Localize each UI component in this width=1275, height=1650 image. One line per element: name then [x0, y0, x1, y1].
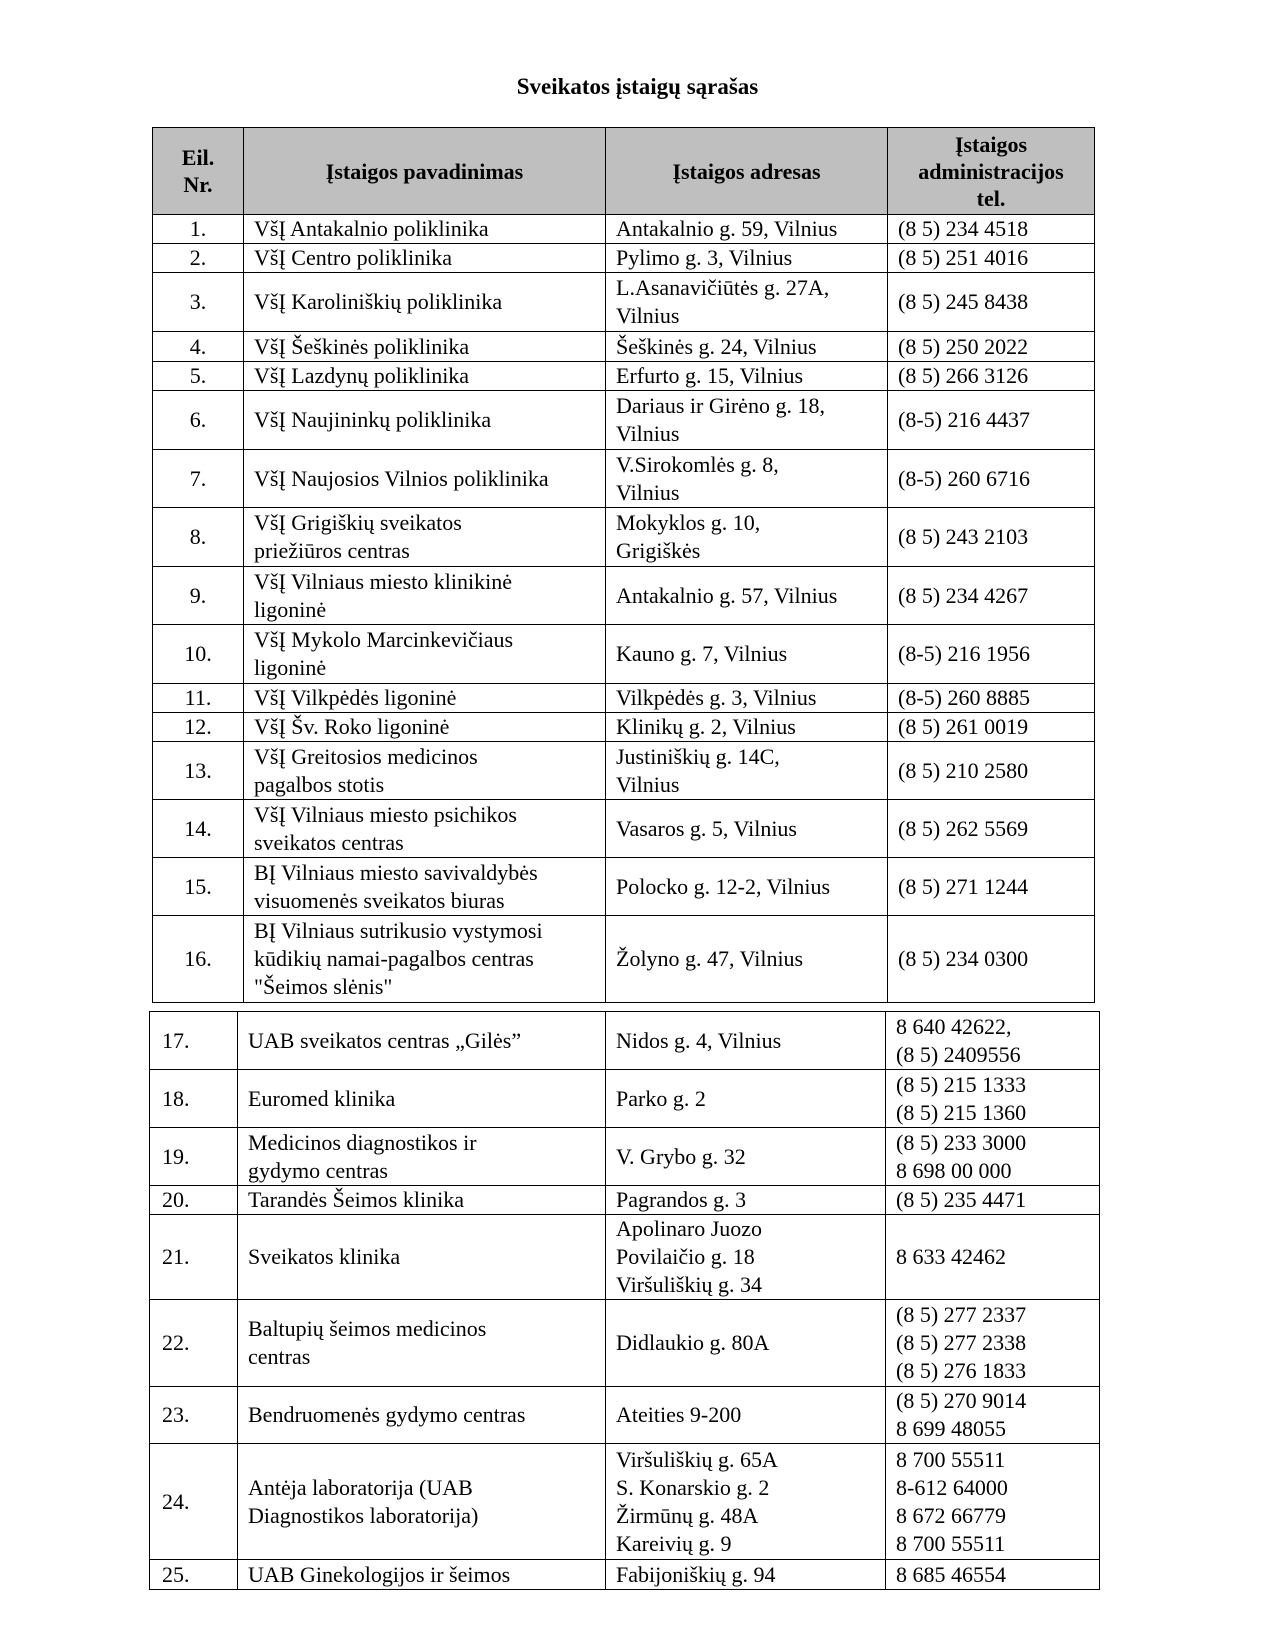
row-number: 5. — [153, 362, 244, 391]
institution-phone — [888, 858, 1095, 916]
institution-phone — [888, 567, 1095, 625]
institution-address — [606, 742, 888, 800]
header-name: Įstaigos pavadinimas — [244, 128, 606, 215]
institution-phone — [888, 244, 1095, 273]
institution-name — [244, 684, 606, 713]
institution-name-line: VšĮ Centro poliklinika — [254, 245, 452, 270]
institution-address-line: Justiniškių g. 14C, — [616, 743, 780, 769]
institution-name-line: VšĮ Mykolo Marcinkevičiaus — [254, 627, 514, 652]
row-number: 14. — [153, 800, 244, 858]
institution-address — [606, 713, 888, 742]
institution-name-line: VšĮ Karoliniškių poliklinika — [254, 289, 503, 314]
page-title: Sveikatos įstaigų sąrašas — [516, 74, 759, 99]
table-row — [153, 215, 1095, 244]
institution-name-line: gydymo centras — [248, 1157, 388, 1183]
table-row — [153, 567, 1095, 625]
institution-address-line: Vilnius — [616, 479, 680, 505]
institution-phone-line: (8-5) 260 6716 — [898, 465, 1030, 491]
institution-address-line: Kauno g. 7, Vilnius — [616, 641, 788, 666]
institution-name — [244, 391, 606, 450]
institution-name — [244, 508, 606, 567]
institution-address-line: Žolyno g. 47, Vilnius — [616, 946, 804, 971]
institution-name — [238, 1012, 606, 1070]
institution-address-line: Nidos g. 4, Vilnius — [616, 1027, 782, 1053]
institution-phone-line: (8 5) 215 1333 — [896, 1071, 1027, 1097]
institution-name-line: "Šeimos slėnis" — [254, 974, 393, 999]
institution-address — [606, 684, 888, 713]
institution-address-line: Dariaus ir Girėno g. 18, — [616, 393, 825, 418]
institution-address — [606, 625, 888, 684]
institution-phone-line: 8 672 66779 — [896, 1502, 1006, 1528]
institution-name-line: VšĮ Lazdynų poliklinika — [254, 363, 470, 388]
row-number: 20. — [150, 1186, 238, 1215]
institution-name-line: ligoninė — [254, 596, 327, 622]
table-row — [153, 391, 1095, 450]
institution-address-line: Viršuliškių g. 34 — [616, 1272, 762, 1297]
institution-name-line: UAB sveikatos centras „Gilės” — [248, 1027, 522, 1053]
institution-address-line: Erfurto g. 15, Vilnius — [616, 363, 804, 388]
institution-address — [606, 450, 888, 508]
institution-name-line: UAB Ginekologijos ir šeimos — [248, 1561, 511, 1587]
institution-name — [244, 713, 606, 742]
row-number: 13. — [153, 742, 244, 800]
institution-address-line: Ateities 9-200 — [616, 1402, 742, 1427]
institution-phone-line: (8 5) 243 2103 — [898, 524, 1029, 549]
institution-phone — [886, 1186, 1100, 1215]
row-number: 25. — [150, 1560, 238, 1590]
institution-address — [606, 1128, 886, 1186]
institution-phone-line: (8 5) 2409556 — [896, 1041, 1021, 1067]
row-number: 19. — [150, 1128, 238, 1186]
table-row — [150, 1444, 1100, 1560]
institution-phone-line: (8-5) 260 8885 — [898, 685, 1030, 710]
institution-phone — [886, 1128, 1100, 1186]
institution-address-line: Vilnius — [616, 421, 680, 446]
institution-phone-line: (8 5) 234 0300 — [898, 946, 1029, 971]
institution-address — [606, 215, 888, 244]
institution-name — [244, 273, 606, 332]
institution-phone-line: (8 5) 250 2022 — [898, 333, 1029, 359]
row-number: 16. — [153, 916, 244, 1003]
institution-phone — [886, 1215, 1100, 1300]
row-number: 11. — [153, 684, 244, 713]
institution-name-line: VšĮ Naujininkų poliklinika — [254, 407, 492, 432]
table-row — [153, 332, 1095, 362]
table-row — [153, 508, 1095, 567]
institution-phone — [888, 450, 1095, 508]
institution-phone-line: 8-612 64000 — [896, 1474, 1008, 1500]
institution-phone — [886, 1444, 1100, 1560]
institution-phone-line: 8 698 00 000 — [896, 1157, 1012, 1183]
institution-phone-line: (8 5) 270 9014 — [896, 1388, 1027, 1413]
institution-name-line: VšĮ Vilniaus miesto klinikinė — [254, 568, 512, 594]
institution-phone-line: (8 5) 234 4267 — [898, 582, 1029, 608]
institutions-table-part-1 — [152, 127, 1095, 1003]
institution-phone-line: 8 685 46554 — [896, 1561, 1006, 1587]
row-number: 23. — [150, 1387, 238, 1444]
institution-phone — [888, 332, 1095, 362]
institution-address — [606, 332, 888, 362]
row-number: 22. — [150, 1300, 238, 1387]
table-row — [150, 1560, 1100, 1590]
institution-address-line: Polocko g. 12-2, Vilnius — [616, 873, 831, 899]
row-number: 9. — [153, 567, 244, 625]
institution-address-line: Kareivių g. 9 — [616, 1530, 732, 1556]
institution-phone-line: 8 700 55511 — [896, 1530, 1006, 1556]
institution-phone — [888, 684, 1095, 713]
institution-address-line: Apolinaro Juozo — [616, 1216, 763, 1241]
institution-phone — [886, 1070, 1100, 1128]
table-row — [150, 1186, 1100, 1215]
institution-name-line: Tarandės Šeimos klinika — [248, 1187, 464, 1212]
institution-name-line: centras — [248, 1344, 311, 1369]
institution-name-line: VšĮ Grigiškių sveikatos — [254, 510, 462, 535]
institution-address-line: Klinikų g. 2, Vilnius — [616, 714, 796, 739]
institution-name-line: VšĮ Greitosios medicinos — [254, 743, 478, 769]
institution-address-line: Grigiškės — [616, 538, 701, 563]
institution-name-line: Sveikatos klinika — [248, 1244, 401, 1269]
row-number: 12. — [153, 713, 244, 742]
institution-name-line: ligoninė — [254, 655, 327, 680]
row-number: 1. — [153, 215, 244, 244]
institution-address-line: Vasaros g. 5, Vilnius — [616, 815, 797, 841]
institution-address-line: L.Asanavičiūtės g. 27A, — [616, 275, 830, 300]
institution-phone-line: (8 5) 234 4518 — [898, 216, 1029, 241]
institution-name-line: Euromed klinika — [248, 1085, 396, 1111]
table-row — [150, 1215, 1100, 1300]
header-address: Įstaigos adresas — [606, 128, 888, 215]
institution-phone — [888, 713, 1095, 742]
row-number: 24. — [150, 1444, 238, 1560]
institution-name-line: Diagnostikos laboratorija) — [248, 1502, 479, 1528]
institution-phone — [888, 273, 1095, 332]
institution-name — [244, 858, 606, 916]
institution-name-line: Medicinos diagnostikos ir — [248, 1129, 477, 1155]
institution-address — [606, 1300, 886, 1387]
institution-name — [244, 800, 606, 858]
institution-phone — [886, 1387, 1100, 1444]
table-row — [150, 1300, 1100, 1387]
table-row — [150, 1128, 1100, 1186]
institution-address — [606, 858, 888, 916]
institution-name — [238, 1444, 606, 1560]
institution-address — [606, 1186, 886, 1215]
table-row — [153, 450, 1095, 508]
institution-name-line: VšĮ Šv. Roko ligoninė — [254, 714, 450, 739]
institution-phone-line: (8 5) 210 2580 — [898, 757, 1029, 783]
institution-phone-line: 8 700 55511 — [896, 1446, 1006, 1472]
institution-name — [244, 742, 606, 800]
institution-phone-line: (8 5) 271 1244 — [898, 873, 1029, 899]
institution-name — [244, 244, 606, 273]
institution-phone-line: (8 5) 261 0019 — [898, 714, 1029, 739]
institution-address — [606, 916, 888, 1003]
institution-address — [606, 1560, 886, 1590]
institution-address — [606, 391, 888, 450]
institution-address-line: Žirmūnų g. 48A — [616, 1502, 759, 1528]
institution-name-line: Bendruomenės gydymo centras — [248, 1402, 526, 1427]
row-number: 4. — [153, 332, 244, 362]
institution-name-line: VšĮ Vilkpėdės ligoninė — [254, 685, 457, 710]
institution-name — [244, 362, 606, 391]
institution-phone — [888, 742, 1095, 800]
table-row — [153, 713, 1095, 742]
institution-address-line: S. Konarskio g. 2 — [616, 1474, 770, 1500]
institution-address-line: Didlaukio g. 80A — [616, 1330, 770, 1355]
header-number: Eil. Nr. — [153, 128, 244, 215]
table-row — [153, 273, 1095, 332]
row-number: 18. — [150, 1070, 238, 1128]
institution-address-line: Pylimo g. 3, Vilnius — [616, 245, 793, 270]
institution-address — [606, 1215, 886, 1300]
institution-phone-line: (8 5) 215 1360 — [896, 1099, 1027, 1125]
institution-phone-line: (8-5) 216 4437 — [898, 407, 1030, 432]
table-row — [150, 1070, 1100, 1128]
institution-address — [606, 567, 888, 625]
institution-phone-line: (8 5) 245 8438 — [898, 289, 1029, 314]
table-row — [153, 625, 1095, 684]
institution-name — [238, 1070, 606, 1128]
institution-name — [244, 332, 606, 362]
institution-phone — [886, 1560, 1100, 1590]
row-number: 10. — [153, 625, 244, 684]
institution-name-line: Antėja laboratorija (UAB — [248, 1474, 473, 1500]
table-row — [153, 916, 1095, 1003]
institution-address — [606, 1012, 886, 1070]
institution-phone-line: (8-5) 216 1956 — [898, 641, 1030, 666]
institution-phone-line: 8 640 42622, — [896, 1013, 1012, 1039]
table-row — [153, 362, 1095, 391]
institution-phone-line: 8 633 42462 — [896, 1244, 1006, 1269]
institution-phone — [888, 916, 1095, 1003]
institution-name — [244, 450, 606, 508]
row-number: 6. — [153, 391, 244, 450]
institution-phone-line: (8 5) 233 3000 — [896, 1129, 1027, 1155]
institution-name-line: sveikatos centras — [254, 829, 404, 855]
institution-phone — [888, 625, 1095, 684]
institution-address-line: Vilkpėdės g. 3, Vilnius — [616, 685, 817, 710]
institution-name-line: visuomenės sveikatos biuras — [254, 887, 505, 913]
institution-address-line: Pagrandos g. 3 — [616, 1187, 747, 1212]
row-number: 8. — [153, 508, 244, 567]
row-number: 3. — [153, 273, 244, 332]
institution-address — [606, 800, 888, 858]
table-row — [153, 858, 1095, 916]
institution-address-line: Antakalnio g. 59, Vilnius — [616, 216, 838, 241]
header-phone: Įstaigos administracijos tel. — [888, 128, 1095, 215]
row-number: 21. — [150, 1215, 238, 1300]
institution-name-line: kūdikių namai-pagalbos centras — [254, 946, 534, 971]
institution-name — [238, 1387, 606, 1444]
institution-name — [244, 567, 606, 625]
institution-address-line: Antakalnio g. 57, Vilnius — [616, 582, 838, 608]
institution-name — [238, 1215, 606, 1300]
institution-address-line: V.Sirokomlės g. 8, — [616, 451, 779, 477]
table-header-row — [153, 128, 1095, 215]
institution-name — [244, 916, 606, 1003]
institutions-table-part-2 — [149, 1011, 1100, 1590]
institution-phone — [888, 508, 1095, 567]
institution-name — [244, 215, 606, 244]
table-row — [153, 244, 1095, 273]
institution-phone-line: (8 5) 251 4016 — [898, 245, 1029, 270]
institution-address-line: Parko g. 2 — [616, 1085, 706, 1111]
institution-phone — [886, 1012, 1100, 1070]
institution-phone — [886, 1300, 1100, 1387]
table-row — [153, 742, 1095, 800]
row-number: 17. — [150, 1012, 238, 1070]
institution-name — [238, 1128, 606, 1186]
institution-name-line: VšĮ Šeškinės poliklinika — [254, 333, 470, 359]
institution-phone — [888, 362, 1095, 391]
institution-address — [606, 244, 888, 273]
institution-address-line: Viršuliškių g. 65A — [616, 1446, 778, 1472]
institution-phone — [888, 215, 1095, 244]
institution-name-line: priežiūros centras — [254, 538, 410, 563]
institution-phone-line: 8 699 48055 — [896, 1416, 1006, 1441]
institution-name — [238, 1300, 606, 1387]
institution-name-line: VšĮ Naujosios Vilnios poliklinika — [254, 465, 549, 491]
institution-address-line: V. Grybo g. 32 — [616, 1143, 746, 1169]
institution-phone-line: (8 5) 266 3126 — [898, 363, 1029, 388]
row-number: 7. — [153, 450, 244, 508]
institution-address-line: Vilnius — [616, 771, 680, 797]
table-row — [150, 1012, 1100, 1070]
institution-address — [606, 1387, 886, 1444]
institution-address — [606, 1070, 886, 1128]
table-row — [150, 1387, 1100, 1444]
institution-name-line: BĮ Vilniaus sutrikusio vystymosi — [254, 918, 543, 943]
row-number: 2. — [153, 244, 244, 273]
institution-phone — [888, 391, 1095, 450]
institution-address — [606, 508, 888, 567]
institution-phone — [888, 800, 1095, 858]
institution-phone-line: (8 5) 235 4471 — [896, 1187, 1027, 1212]
institution-address — [606, 273, 888, 332]
institution-name — [238, 1560, 606, 1590]
institution-name-line: VšĮ Antakalnio poliklinika — [254, 216, 489, 241]
institution-phone-line: (8 5) 276 1833 — [896, 1358, 1027, 1383]
institution-address-line: Povilaičio g. 18 — [616, 1244, 755, 1269]
institution-name — [238, 1186, 606, 1215]
institution-name-line: VšĮ Vilniaus miesto psichikos — [254, 801, 517, 827]
institution-name-line: Baltupių šeimos medicinos — [248, 1316, 487, 1341]
table-row — [153, 684, 1095, 713]
institution-name — [244, 625, 606, 684]
institution-name-line: BĮ Vilniaus miesto savivaldybės — [254, 859, 538, 885]
institution-address-line: Vilnius — [616, 303, 680, 328]
table-row — [153, 800, 1095, 858]
institution-phone-line: (8 5) 262 5569 — [898, 815, 1029, 841]
institution-phone-line: (8 5) 277 2338 — [896, 1330, 1027, 1355]
institution-phone-line: (8 5) 277 2337 — [896, 1302, 1027, 1327]
institution-name-line: pagalbos stotis — [254, 771, 385, 797]
institution-address — [606, 362, 888, 391]
row-number: 15. — [153, 858, 244, 916]
institution-address-line: Fabijoniškių g. 94 — [616, 1561, 776, 1587]
institution-address — [606, 1444, 886, 1560]
institution-address-line: Šeškinės g. 24, Vilnius — [616, 333, 817, 359]
institution-address-line: Mokyklos g. 10, — [616, 510, 761, 535]
